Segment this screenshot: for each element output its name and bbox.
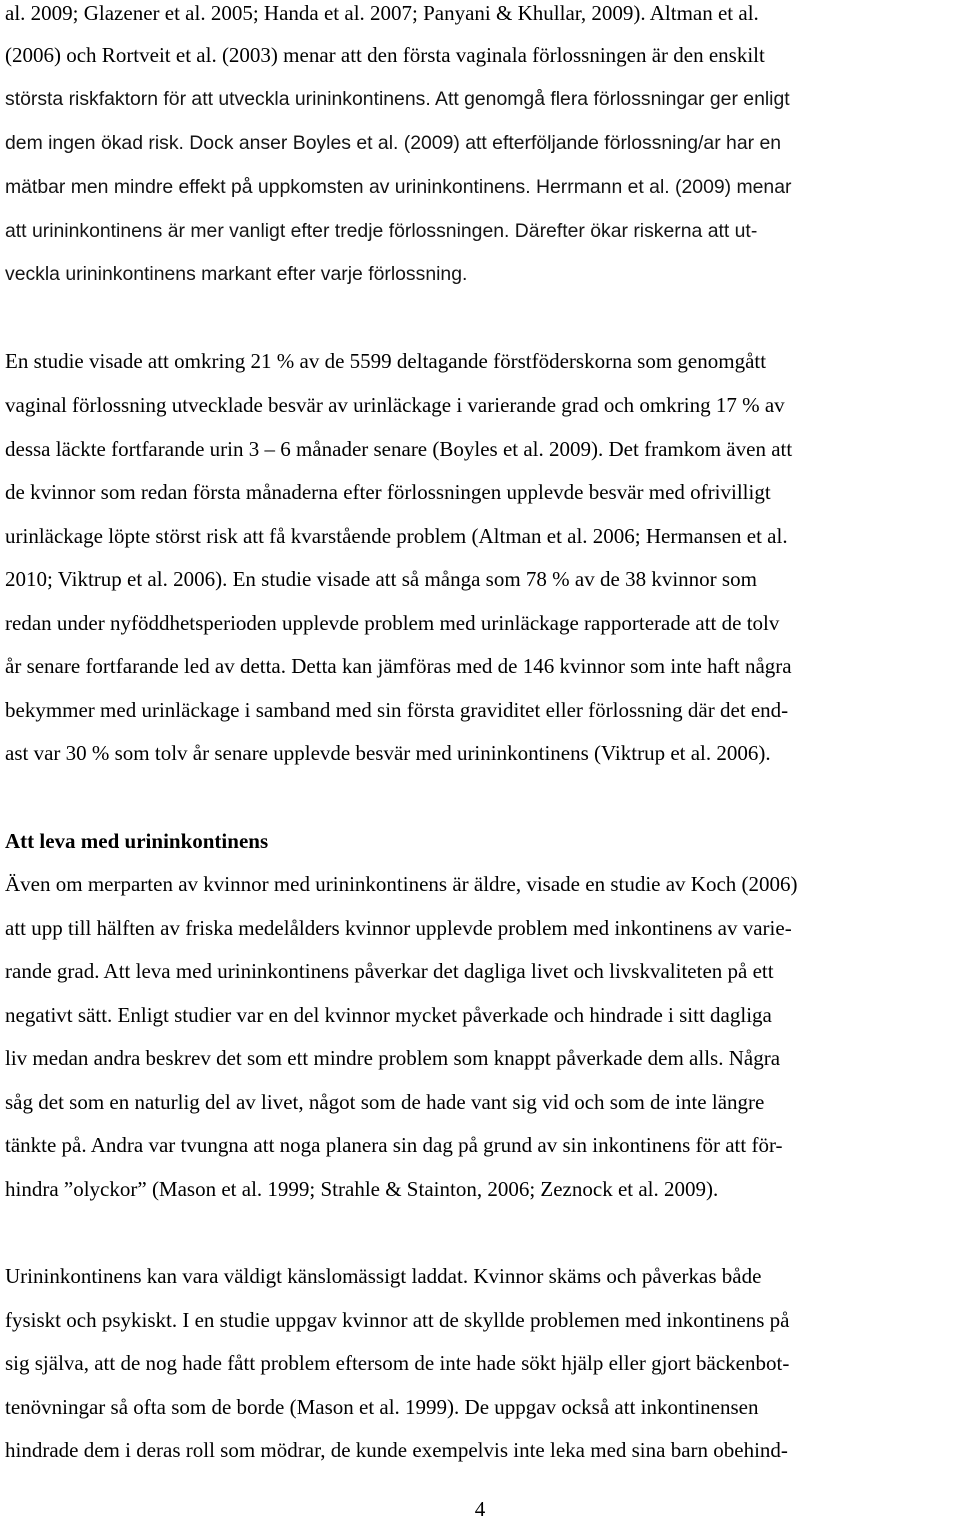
- text-line: sig själva, att de nog hade fått problem eftersom de inte hade sökt hjälp eller gjort bäckenbot-: [5, 1351, 790, 1375]
- text-line: (2006) och Rortveit et al. (2003) menar att den första vaginala förlossningen är den enskilt: [5, 43, 765, 67]
- text-line: vaginal förlossning utvecklade besvär av urinläckage i varierande grad och omkring 17 % av: [5, 393, 785, 417]
- text-line: veckla urininkontinens markant efter varje förlossning.: [5, 263, 468, 285]
- text-line: hindra ”olyckor” (Mason et al. 1999; Strahle & Stainton, 2006; Zeznock et al. 2009).: [5, 1177, 719, 1201]
- text-line: Urininkontinens kan vara väldigt känslomässigt laddat. Kvinnor skäms och påverkas både: [5, 1264, 762, 1288]
- text-line: mätbar men mindre effekt på uppkomsten av urininkontinens. Herrmann et al. (2009) menar: [5, 176, 792, 198]
- text-line: år senare fortfarande led av detta. Detta kan jämföras med de 146 kvinnor som inte haft några: [5, 654, 792, 678]
- text-line: största riskfaktorn för att utveckla urininkontinens. Att genomgå flera förlossningar ger enligt: [5, 88, 790, 110]
- text-line: de kvinnor som redan första månaderna efter förlossningen upplevde besvär med ofrivilligt: [5, 480, 771, 504]
- text-line: fysiskt och psykiskt. I en studie uppgav kvinnor att de skyllde problemen med inkontinens på: [5, 1308, 790, 1332]
- text-line: En studie visade att omkring 21 % av de 5599 deltagande förstföderskorna som genomgått: [5, 349, 767, 373]
- text-line: dem ingen ökad risk. Dock anser Boyles et al. (2009) att efterföljande förlossning/ar har en: [5, 132, 782, 154]
- text-line: såg det som en naturlig del av livet, något som de hade vant sig vid och som de inte längre: [5, 1090, 765, 1114]
- text-line: att urininkontinens är mer vanligt efter tredje förlossningen. Därefter ökar riskerna att ut-: [5, 220, 758, 242]
- text-line: Även om merparten av kvinnor med urininkontinens är äldre, visade en studie av Koch (2006): [5, 872, 798, 896]
- text-line: ast var 30 % som tolv år senare upplevde besvär med urininkontinens (Viktrup et al. 2006).: [5, 741, 771, 765]
- text-line: bekymmer med urinläckage i samband med sin första graviditet eller förlossning där det end-: [5, 698, 789, 722]
- text-line: liv medan andra beskrev det som ett mindre problem som knappt påverkade dem alls. Några: [5, 1046, 781, 1070]
- text-line: tenövningar så ofta som de borde (Mason et al. 1999). De uppgav också att inkontinensen: [5, 1395, 759, 1419]
- section-heading: Att leva med urininkontinens: [5, 829, 269, 853]
- text-line: att upp till hälften av friska medelålders kvinnor upplevde problem med inkontinens av varie-: [5, 916, 792, 940]
- text-line: negativt sätt. Enligt studier var en del kvinnor mycket påverkade och hindrade i sitt dagliga: [5, 1003, 772, 1027]
- text-line: urinläckage löpte störst risk att få kvarstående problem (Altman et al. 2006; Hermansen et al.: [5, 524, 788, 548]
- text-line: redan under nyföddhetsperioden upplevde problem med urinläckage rapporterade att de tolv: [5, 611, 780, 635]
- text-line: 2010; Viktrup et al. 2006). En studie visade att så många som 78 % av de 38 kvinnor som: [5, 567, 757, 591]
- text-line: rande grad. Att leva med urininkontinens påverkar det dagliga livet och livskvaliteten på ett: [5, 959, 774, 983]
- text-line: tänkte på. Andra var tvungna att noga planera sin dag på grund av sin inkontinens för att för-: [5, 1133, 783, 1157]
- page-number: 4: [474, 1497, 486, 1521]
- text-line: hindrade dem i deras roll som mödrar, de kunde exempelvis inte leka med sina barn obehind-: [5, 1438, 788, 1462]
- text-line: al. 2009; Glazener et al. 2005; Handa et al. 2007; Panyani & Khullar, 2009). Altman et al.: [5, 1, 759, 25]
- text-line: dessa läckte fortfarande urin 3 – 6 månader senare (Boyles et al. 2009). Det framkom även att: [5, 437, 793, 461]
